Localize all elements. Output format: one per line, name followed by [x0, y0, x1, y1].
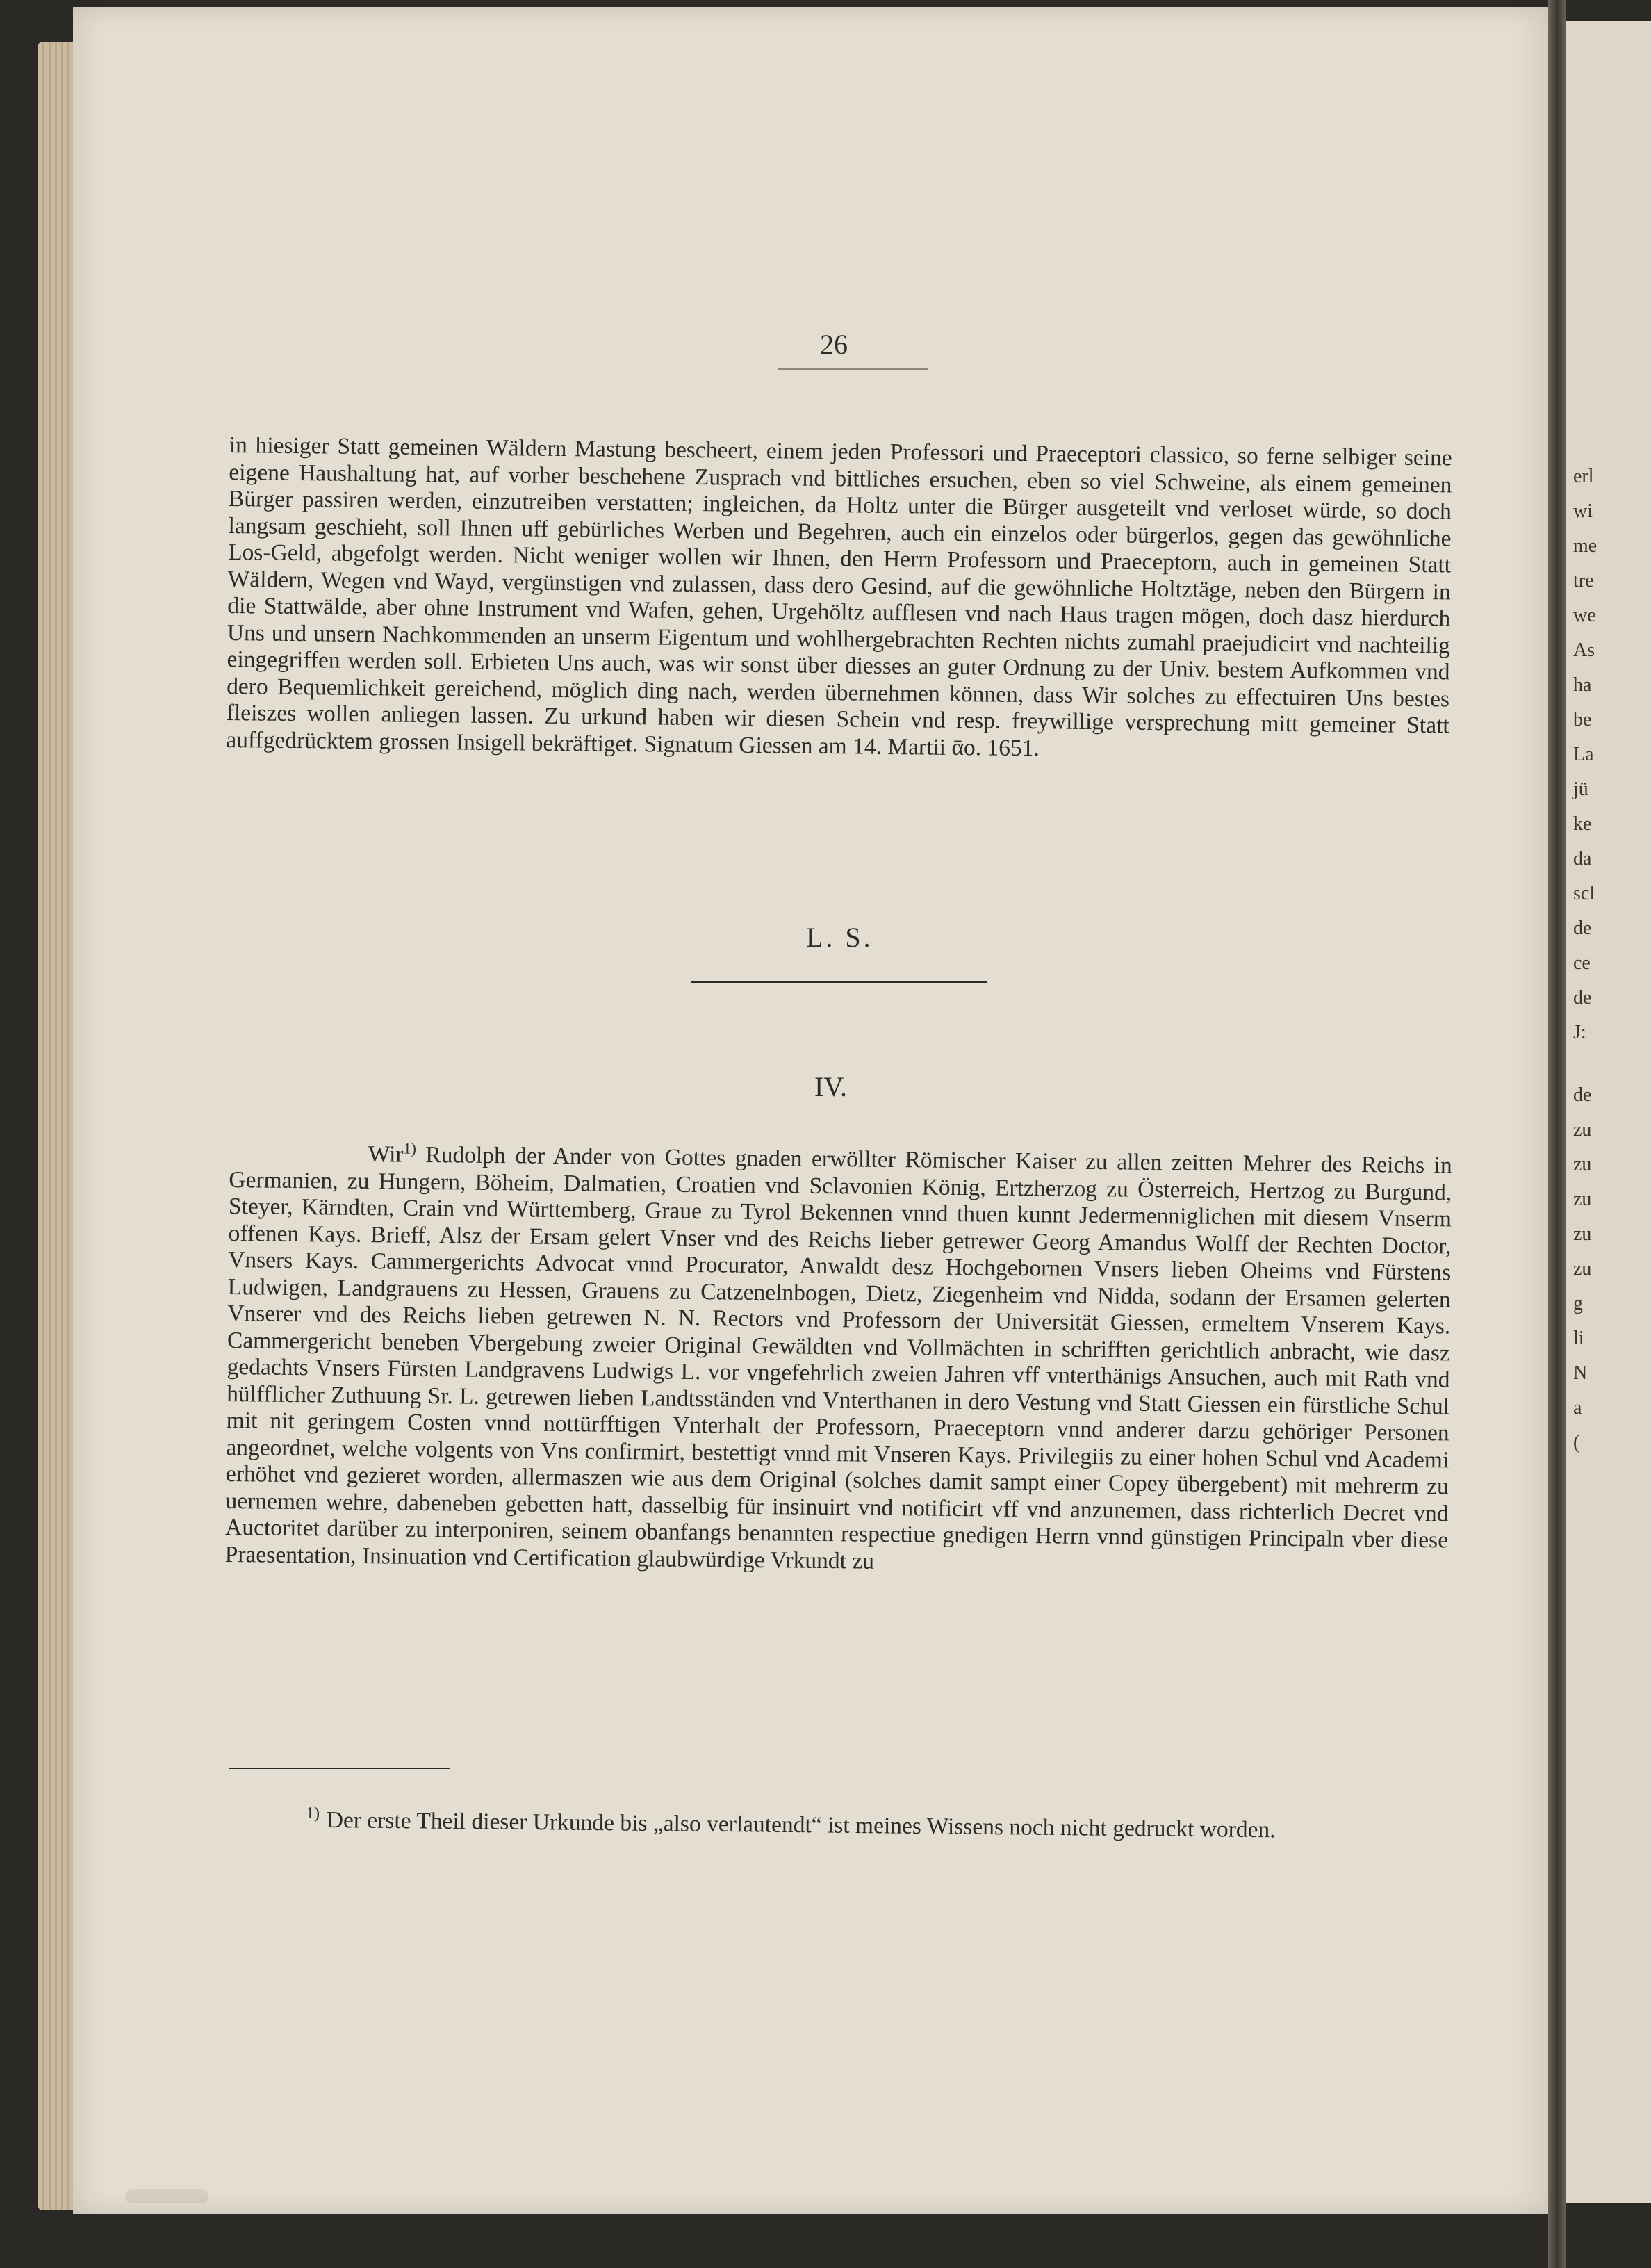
adjacent-page-fragment: ce	[1573, 952, 1591, 974]
adjacent-page-fragment: de	[1573, 1084, 1592, 1106]
adjacent-page-fragment: zu	[1573, 1119, 1592, 1141]
adjacent-page-fragment: g	[1573, 1293, 1583, 1314]
adjacent-page-fragment: jü	[1573, 778, 1588, 800]
book-gutter	[1548, 0, 1566, 2268]
footnote-text: Der erste Theil dieser Urkunde bis „also verlautendt“ ist meines Wissens noch nicht gedruckt worden.	[326, 1807, 1276, 1843]
adjacent-page-fragment: tre	[1573, 570, 1594, 592]
adjacent-page-fragment: ke	[1573, 813, 1592, 835]
adjacent-page-fragment: wi	[1573, 500, 1593, 522]
paragraph-2	[223, 1140, 1452, 1757]
paragraph-2-body: Rudolph der Ander von Gottes gnaden erwöllter Römischer Kaiser zu allen zeitten Mehrer des Reichs in Germanien, zu Hungern, Böheim, Dalmatien, Croatien vnd Sclavonien König, Ertzherzog zu Österreich, Hertzog zu Burgund, Steyer, Kärndten, Crain vnd Württemberg, Graue zu Tyrol Bekennen vnnd thuen kunnt Jedermenniglichen mit diesem Vnserm offenen Kays. Brieff, Alsz der Ersam gelert Vnser vnd des Reichs lieber getrewer Georg Amandus Wolff der Rechten Doctor, Vnsers Kays. Cammergerichts Advocat vnnd Procurator, Anwaldt desz Hochgebornen Vnsers lieben Oheims vnd Fürstens Ludwigen, Landgrauens zu Hessen, Grauens zu Catzenelnbogen, Dietz, Ziegenheim vnd Nidda, sodann der Ersamen gelerten Vnserer vnd des Reichs lieben getrewen N. N. Rectors vnd Professorn der Universität Giessen, ermeltem Vnserem Kays. Cammergericht beneben Vbergebung zweier Original Gewäldten vnd Vollmächten in schrifften gerichtlich anbracht, wie dasz gedachts Vnsers Fürsten Landgravens Ludwigs L. vor vngefehrlich zweien Jahren vff vnterthänigs Ansuchen, auch mit Rath vnd hülfflicher Zuthuung Sr. L. getrewen lieben Landtsständen vnd Vnterthanen in dero Vestung vnd Statt Giessen ein fürstliche Schul mit nit geringem Costen vnnd nottürfftigen Vnterhalt der Professorn, Praeceptorn vnnd anderer darzu gehöriger Personen angeordnet, welche volgents von Vns confirmirt, bestettigt vnnd mit Vnseren Kays. Privilegiis zu einer hohen Schul vnd Academi erhöhet vnd gezieret worden, allermaszen wie aus dem Original (solches damit sampt einer Copey übergebent) mit mehrerm zu uernemen wehre, dabeneben gebetten hatt, dasselbig für insinuirt vnd notificirt vff vnd anzunemen, dass richterlich Decret vnd Auctoritet darüber zu interponiren, seinem obanfangs benannten respectiue gnedigen Herrn vnnd günstigen Principaln vber diese Praesentation, Insinuation vnd Certification glaubwürdige Vrkundt zu	[224, 1141, 1452, 1574]
adjacent-page-fragment: we	[1573, 605, 1596, 626]
adjacent-page-fragment: be	[1573, 709, 1592, 731]
adjacent-page-fragment: As	[1573, 639, 1595, 661]
adjacent-page-fragment: J:	[1573, 1022, 1586, 1043]
adjacent-page-fragment: da	[1573, 848, 1592, 870]
adjacent-page-fragment: (	[1573, 1432, 1580, 1453]
paragraph-2-lead: Wir	[368, 1141, 404, 1168]
adjacent-page-fragment: scl	[1573, 883, 1595, 904]
seal-mark: L. S.	[806, 922, 873, 953]
book-page	[73, 7, 1550, 2214]
adjacent-page-fragment: zu	[1573, 1258, 1592, 1280]
adjacent-page-fragment: zu	[1573, 1154, 1592, 1175]
adjacent-page-fragment: li	[1573, 1328, 1584, 1349]
adjacent-page-fragment: zu	[1573, 1189, 1592, 1210]
page-number-rule	[778, 368, 928, 370]
paragraph-1: in hiesiger Statt gemeinen Wäldern Mastung bescheert, einem jeden Professori und Praeceptori classico, so ferne selbiger seine eigene Haushaltung hat, auf vorher beschehene Zusprach vnd bittliches ersuchen, eben so viel Schweine, als einem gemeinen Bürger passiren werden, einzutreiben verstatten; ingleichen, da Holtz unter die Bürger ausgeteilt vnd verloset würde, so doch langsam geschieht, soll Ihnen uff gebürliches Werben und Begehren, auch ein einzelos oder bürgerlos, gegen das gewöhnliche Los-Geld, abgefolgt werden. Nicht weniger wollen wir Ihnen, den Herrn Professorn und Praeceptorn, auch in gemeinen Statt Wäldern, Wegen vnd Wayd, vergünstigen vnd zulassen, dass dero Gesind, auf die gewöhnliche Holtztäge, neben den Bürgern in die Stattwälde, aber ohne Instrument vnd Wafen, gehen, Urgehöltz aufflesen vnd nach Haus tragen mögen, doch dasz hierdurch Uns und unsern Nachkommenden an unserm Eigentum und wohlhergebrachten Rechten nichts zumahl praejudicirt vnd nachteilig eingegriffen werden soll. Erbieten Uns auch, was wir sonst über diesses an guter Ordnung zu der Univ. bestem Aufkommen vnd dero Bequemlichkeit gereichend, möglich ding nach, werden übernehmen können, dass Wir solches zu effectuiren Uns bestes fleiszes wollen anliegen lassen. Zu urkund haben wir diesen Schein vnd resp. freywillige versprechung mitt gemeiner Statt auffgedrücktem grossen Insigell bekräftiget. Signatum Giessen am 14. Martii ᾱo. 1651.	[226, 432, 1452, 761]
adjacent-page-fragment: de	[1573, 987, 1592, 1009]
paper-stain	[125, 2189, 208, 2203]
adjacent-page-fragment: ha	[1573, 674, 1592, 696]
footnote-reference: 1)	[403, 1139, 417, 1157]
footnote-mark: 1)	[306, 1804, 320, 1822]
adjacent-page-fragment: erl	[1573, 466, 1594, 487]
adjacent-page-fragment: N	[1573, 1362, 1588, 1384]
adjacent-page-fragment: me	[1573, 535, 1597, 557]
section-heading: IV.	[814, 1071, 848, 1102]
adjacent-page-fragment: de	[1573, 917, 1592, 939]
adjacent-page-fragment: a	[1573, 1397, 1582, 1419]
section-divider	[691, 981, 987, 983]
adjacent-page-fragment: La	[1573, 744, 1594, 765]
adjacent-page-fragment: zu	[1573, 1223, 1592, 1245]
page-number: 26	[820, 329, 848, 360]
adjacent-page	[1566, 21, 1651, 2203]
footnote-rule	[229, 1768, 450, 1769]
